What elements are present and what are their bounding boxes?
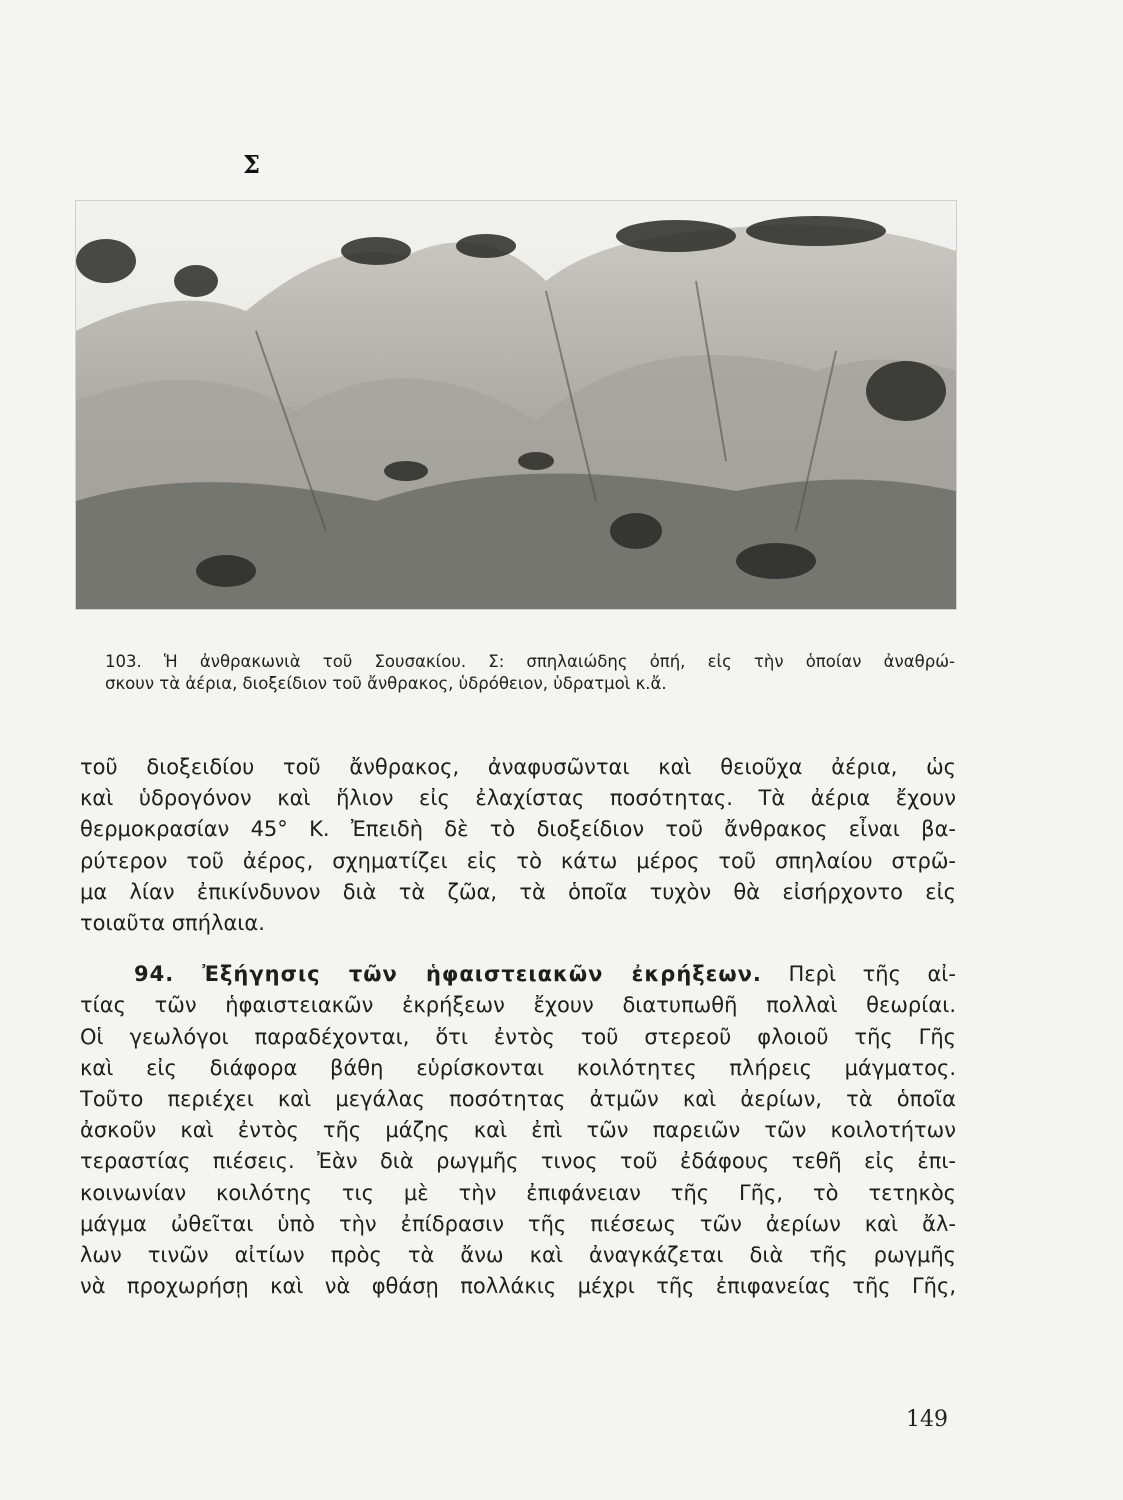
page-number: 149: [906, 1407, 948, 1432]
body-text: [80, 752, 956, 1302]
caption-line: 103. Ἡ ἀνθρακωνιὰ τοῦ Σουσακίου. Σ: σπηλαιώδης ὀπή, εἰς τὴν ὁποίαν ἀναθρώ-: [105, 652, 955, 671]
text-line: κοινωνίαν κοιλότης τις μὲ τὴν ἐπιφάνειαν τῆς Γῆς, τὸ τετηκὸς: [80, 1180, 956, 1205]
section-spacer: [80, 939, 956, 959]
caption-line: σκουν τὰ ἀέρια, διοξείδιον τοῦ ἄνθρακος, ὑδρόθειον, ὑδρατμοὶ κ.ἄ.: [105, 674, 667, 693]
text-line: μα λίαν ἐπικίνδυνον διὰ τὰ ζῶα, τὰ ὁποῖα τυχὸν θὰ εἰσήρχοντο εἰς: [80, 879, 956, 904]
text-line: Τοῦτο περιέχει καὶ μεγάλας ποσότητας ἀτμῶν καὶ ἀερίων, τὰ ὁποῖα: [80, 1087, 956, 1112]
text-line: Οἱ γεωλόγοι παραδέχονται, ὅτι ἐντὸς τοῦ στερεοῦ φλοιοῦ τῆς Γῆς: [80, 1024, 956, 1049]
figure-caption: [105, 651, 955, 695]
text-line: καὶ εἰς διάφορα βάθη εὑρίσκονται κοιλότητες πλήρεις μάγματος.: [80, 1055, 956, 1080]
section-heading: 94. Ἐξήγησις τῶν ἡφαιστειακῶν ἐκρήξεων.: [134, 962, 762, 987]
section-first-line: [80, 959, 956, 990]
text-line: καὶ ὑδρογόνον καὶ ἥλιον εἰς ἐλαχίστας ποσότητας. Τὰ ἀέρια ἔχουν: [80, 786, 956, 811]
landscape-photograph: [75, 200, 957, 610]
text-line: τίας τῶν ἡφαιστειακῶν ἐκρήξεων ἔχουν διατυπωθῆ πολλαὶ θεωρίαι.: [80, 993, 956, 1018]
text-line: τοῦ διοξειδίου τοῦ ἄνθρακος, ἀναφυσῶνται καὶ θειοῦχα ἀέρια, ὡς: [80, 755, 956, 779]
text-line: θερμοκρασίαν 45° Κ. Ἐπειδὴ δὲ τὸ διοξείδιον τοῦ ἄνθρακος εἶναι βα-: [80, 817, 956, 842]
text-line: τεραστίας πιέσεις. Ἐὰν διὰ ρωγμῆς τινος τοῦ ἐδάφους τεθῆ εἰς ἐπι-: [80, 1149, 956, 1174]
figure-marker: Σ: [243, 150, 260, 179]
text-line: νὰ προχωρήσῃ καὶ νὰ φθάσῃ πολλάκις μέχρι τῆς ἐπιφανείας τῆς Γῆς,: [80, 1274, 956, 1299]
text-line: μάγμα ὠθεῖται ὑπὸ τὴν ἐπίδρασιν τῆς πιέσεως τῶν ἀερίων καὶ ἄλ-: [80, 1211, 956, 1236]
text-line: ἀσκοῦν καὶ ἐντὸς τῆς μάζης καὶ ἐπὶ τῶν παρειῶν τῶν κοιλοτήτων: [80, 1118, 956, 1143]
photo-illustration: [76, 201, 956, 609]
text-line: τοιαῦτα σπήλαια.: [80, 911, 265, 936]
text-line: ρύτερον τοῦ ἀέρος, σχηματίζει εἰς τὸ κάτω μέρος τοῦ σπηλαίου στρῶ-: [80, 848, 956, 873]
section-first-line-text: Περὶ τῆς αἰ-: [788, 962, 956, 987]
text-line: λων τινῶν αἰτίων πρὸς τὰ ἄνω καὶ ἀναγκάζεται διὰ τῆς ρωγμῆς: [80, 1243, 956, 1268]
